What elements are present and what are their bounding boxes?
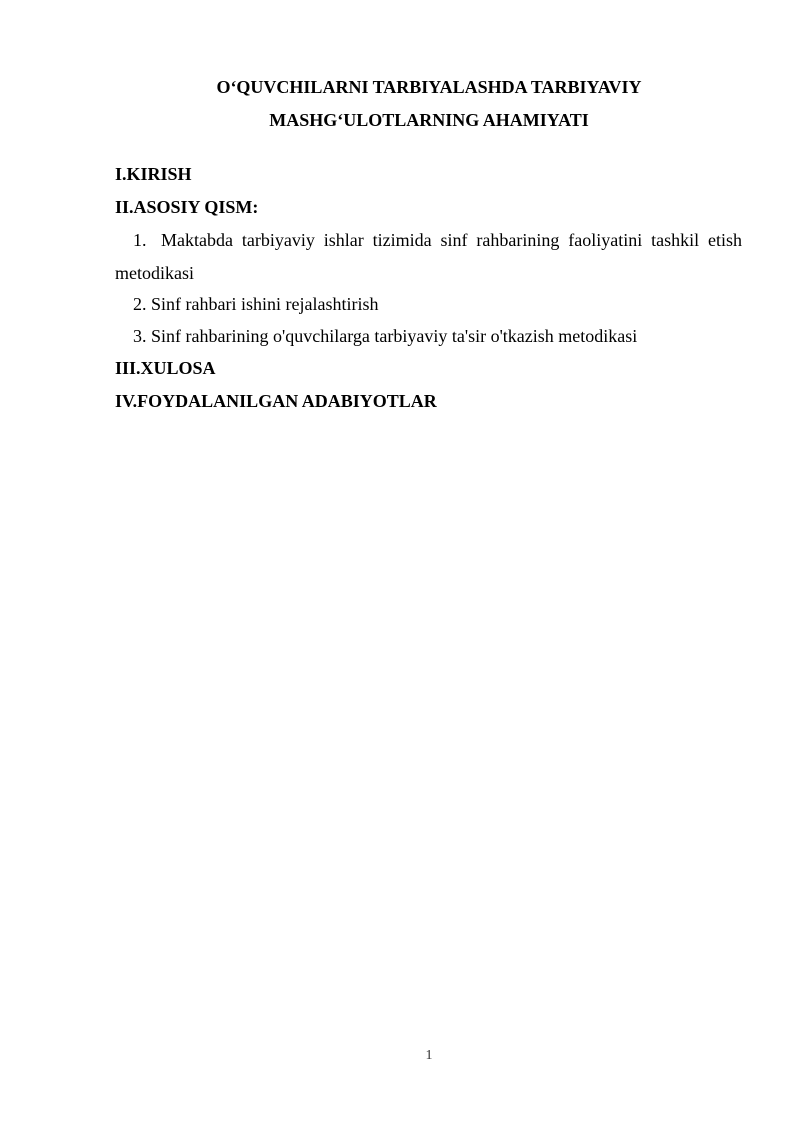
section-heading-asosiy-qism: II.ASOSIY QISM: [115, 197, 259, 217]
section-heading-xulosa: III.XULOSA [115, 358, 216, 378]
document-title-line-2: MASHG‘ULOTLARNING AHAMIYATI [269, 110, 589, 130]
list-item-1 [115, 229, 742, 284]
list-item-1-text: Maktabda tarbiyaviy ishlar tizimida sinf rahbarining faoliyatini tashkil etish [161, 230, 742, 250]
section-heading-adabiyotlar: IV.FOYDALANILGAN ADABIYOTLAR [115, 391, 437, 411]
section-heading-kirish: I.KIRISH [115, 164, 192, 184]
document-title-line-1: O‘QUVCHILARNI TARBIYALASHDA TARBIYAVIY [216, 77, 642, 97]
list-item-3: 3. Sinf rahbarining o'quvchilarga tarbiyaviy ta'sir o'tkazish metodikasi [133, 326, 638, 346]
list-item-1-number: 1. [133, 230, 147, 250]
page-number: 1 [425, 1048, 433, 1063]
list-item-2: 2. Sinf rahbari ishini rejalashtirish [133, 294, 379, 314]
list-item-1-continuation: metodikasi [115, 263, 194, 283]
list-item-1-first-line [115, 229, 742, 251]
